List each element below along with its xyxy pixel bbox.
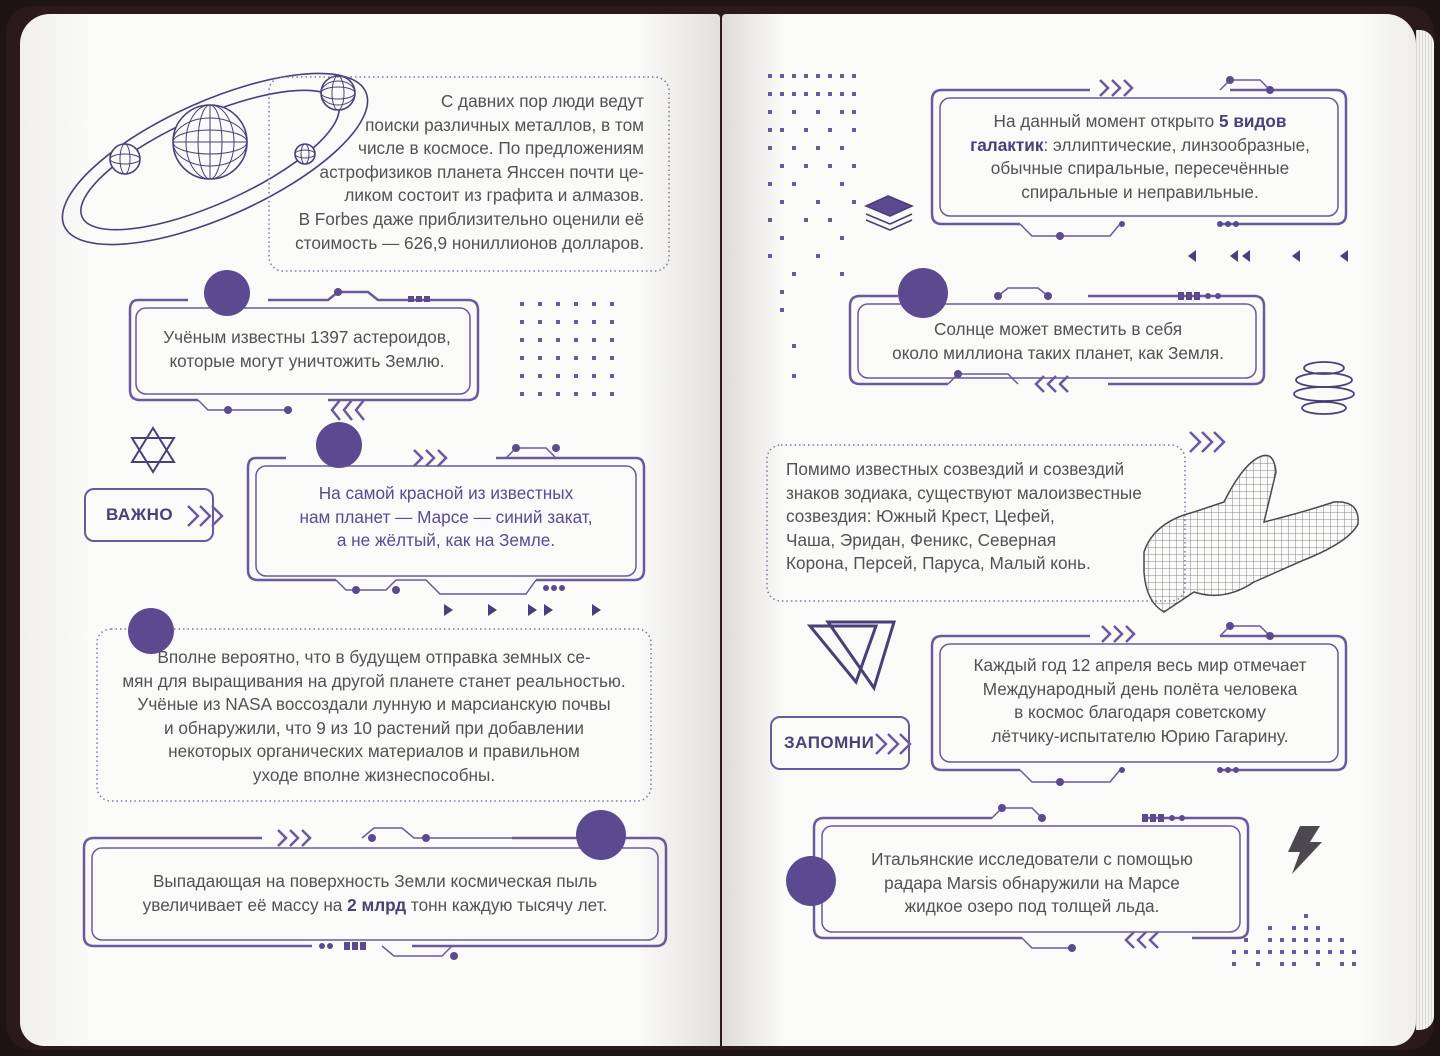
chevrons-icon bbox=[186, 504, 232, 528]
sun-icon bbox=[898, 268, 948, 318]
triangle-icon bbox=[806, 618, 896, 698]
wireframe-hand-icon bbox=[1134, 442, 1364, 612]
constellations-text: Помимо известных созвездий и созвездий знаков зодиака, существуют малоизвестные созвездия: Южный Крест, Цефей, Чаша, Эридан, Феникс, Северная Корона, Персей, Паруса, Малый конь. bbox=[786, 459, 1142, 574]
dot-grid-decoration bbox=[520, 302, 620, 402]
jupiter-icon bbox=[316, 422, 362, 468]
galaxy-icon bbox=[576, 810, 626, 860]
seeds-text: Вполне вероятно, что в будущем отправка земных се- мян для выращивания на другой планете станет реальностью. Учёные из NASA воссоздали лунную и марсианскую почвы и обнаружили, что 9 из 10 растений при добавлении некоторых органических материалов и правильном уходе вполне жизнеспособны. bbox=[122, 647, 626, 785]
left-page bbox=[20, 14, 720, 1046]
arrow-markers bbox=[1188, 250, 1352, 262]
mountain-icon bbox=[786, 856, 836, 906]
wireframe-sphere-icon bbox=[1292, 356, 1356, 422]
mars-sunset-text: На самой красной из известных нам планет — Марсе — синий закат, а не жёлтый, как на Земле. bbox=[299, 483, 593, 551]
asteroids-text: Учёным известны 1397 астероидов, которые могут уничтожить Землю. bbox=[163, 327, 451, 371]
planet-fact-text: С давних пор люди ведут поиски различных металлов, в том числе в космосе. По предложениям астрофизиков планета Янссен почти це- ликом состоит из графита и алмазов. В Forbes даже приблизительно оценили её стоимость — 626,9 нониллионов долларов. bbox=[295, 91, 644, 253]
star-of-david-icon bbox=[130, 424, 176, 474]
dot-bars-decoration bbox=[1232, 914, 1356, 966]
sun-text: Солнце может вместить в себя около миллиона таких планет, как Земля. bbox=[892, 319, 1224, 363]
chevrons-icon bbox=[874, 732, 920, 756]
important-tag: ВАЖНО bbox=[84, 488, 214, 542]
remember-tag: ЗАПОМНИ bbox=[770, 716, 910, 770]
meteor-icon bbox=[204, 270, 250, 316]
page-edges bbox=[1416, 30, 1434, 1030]
galaxies-text: На данный момент открыто 5 видов галактик: эллиптические, линзообразные, обычные спиральные, пересечённые спиральные и неправильные. bbox=[970, 111, 1310, 202]
right-page bbox=[722, 14, 1416, 1046]
mars-lake-text: Итальянские исследователи с помощью радара Marsis обнаружили на Марсе жидкое озеро под толщей льда. bbox=[871, 849, 1193, 917]
lightning-icon bbox=[1280, 824, 1324, 876]
gagarin-text: Каждый год 12 апреля весь мир отмечает Международный день полёта человека в космос благодаря советскому лётчику-испытателю Юрию Гагарину. bbox=[973, 655, 1307, 746]
triangle-markers bbox=[444, 604, 604, 616]
dust-text: Выпадающая на поверхность Земли космическая пыль увеличивает её массу на 2 млрд тонн каждую тысячу лет. bbox=[142, 871, 608, 915]
layers-icon bbox=[862, 194, 916, 230]
